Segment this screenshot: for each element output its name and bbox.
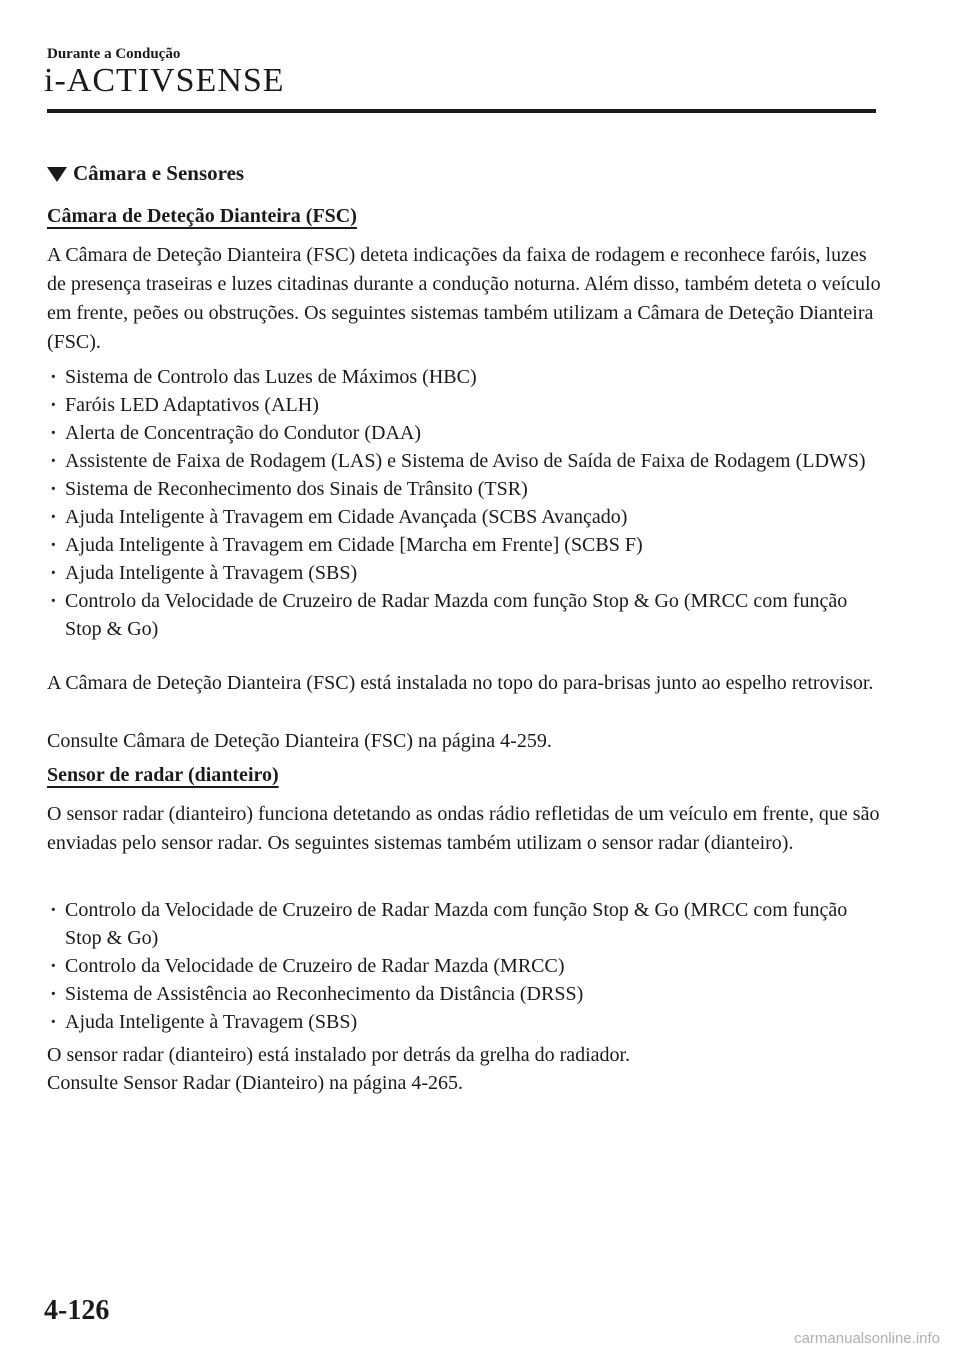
radar-intro: O sensor radar (dianteiro) funciona detetando as ondas rádio refletidas de um veículo em frente, que são enviadas pelo sensor radar. Os seguintes sistemas também utilizam o sensor radar (dianteiro). [47, 803, 880, 854]
topic-heading [47, 161, 244, 186]
fsc-reference: Consulte Câmara de Deteção Dianteira (FSC) na página 4-259. [47, 730, 552, 752]
radar-reference: Consulte Sensor Radar (Dianteiro) na página 4-265. [47, 1072, 464, 1094]
chapter-label: Durante a Condução [47, 46, 181, 62]
list-item: · Controlo da Velocidade de Cruzeiro de Radar Mazda com função Stop & Go (MRCC com função Stop & Go) [47, 896, 882, 952]
radar-heading: Sensor de radar (dianteiro) [47, 764, 279, 786]
fsc-heading: Câmara de Deteção Dianteira (FSC) [47, 205, 357, 227]
fsc-intro: A Câmara de Deteção Dianteira (FSC) deteta indicações da faixa de rodagem e reconhece faróis, luzes de presença traseiras e luzes citadinas durante a condução noturna. Além disso, também deteta o veículo em frente, peões ou obstruções. Os seguintes sistemas também utilizam a Câmara de Deteção Dianteira (FSC). [47, 244, 881, 353]
page-number: 4-126 [44, 1295, 110, 1326]
list-item: · Ajuda Inteligente à Travagem em Cidade [Marcha em Frente] (SCBS F) [47, 531, 882, 559]
watermark: carmanualsonline.info [794, 1330, 940, 1347]
topic-title: Câmara e Sensores [73, 161, 245, 185]
list-item: · Controlo da Velocidade de Cruzeiro de Radar Mazda (MRCC) [47, 952, 882, 980]
list-item: · Controlo da Velocidade de Cruzeiro de Radar Mazda com função Stop & Go (MRCC com função Stop & Go) [47, 587, 882, 643]
list-item: · Sistema de Reconhecimento dos Sinais de Trânsito (TSR) [47, 475, 882, 503]
fsc-systems-list [47, 363, 882, 643]
radar-systems-list [47, 896, 882, 1036]
section-title: i-ACTIVSENSE [44, 62, 285, 99]
list-item: · Ajuda Inteligente à Travagem em Cidade Avançada (SCBS Avançado) [47, 503, 882, 531]
list-item: · Ajuda Inteligente à Travagem (SBS) [47, 1008, 882, 1036]
radar-location: O sensor radar (dianteiro) está instalado por detrás da grelha do radiador. [47, 1044, 631, 1066]
triangle-down-icon [47, 167, 67, 182]
list-item: · Sistema de Assistência ao Reconhecimento da Distância (DRSS) [47, 980, 882, 1008]
list-item: · Assistente de Faixa de Rodagem (LAS) e Sistema de Aviso de Saída de Faixa de Rodagem (LDWS) [47, 447, 882, 475]
header-divider [47, 109, 876, 113]
list-item: · Alerta de Concentração do Condutor (DAA) [47, 419, 882, 447]
fsc-location: A Câmara de Deteção Dianteira (FSC) está instalada no topo do para-brisas junto ao espelho retrovisor. [47, 672, 874, 694]
list-item: · Sistema de Controlo das Luzes de Máximos (HBC) [47, 363, 882, 391]
list-item: · Faróis LED Adaptativos (ALH) [47, 391, 882, 419]
list-item: · Ajuda Inteligente à Travagem (SBS) [47, 559, 882, 587]
